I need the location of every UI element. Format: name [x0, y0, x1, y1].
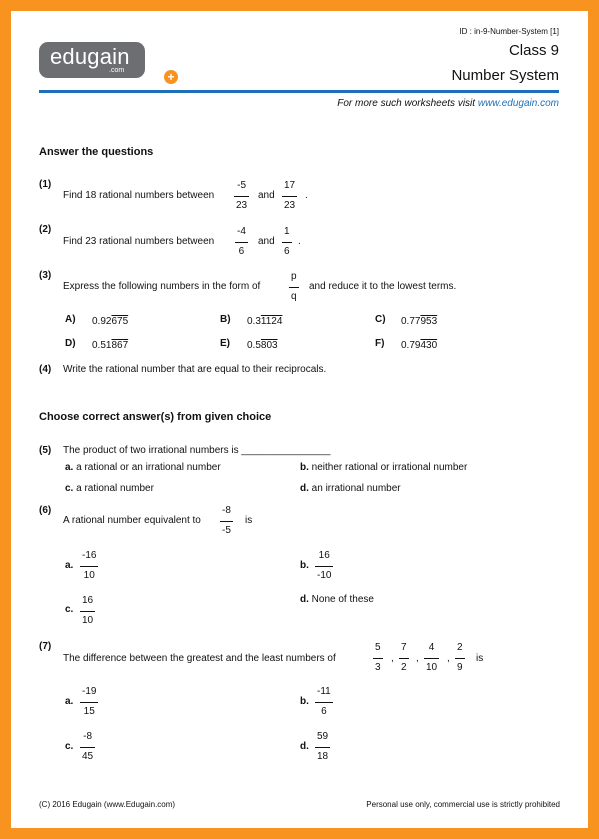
plus-icon: +: [164, 70, 178, 84]
option-value: 0.5803: [247, 340, 278, 351]
period: .: [298, 236, 301, 247]
option-value: 0.92675: [92, 316, 129, 327]
question-number: (6): [39, 505, 52, 516]
option-label: B): [220, 314, 231, 325]
choice-c-fraction[interactable]: -8 45: [82, 731, 94, 762]
choice-d[interactable]: d. an irrational number: [300, 483, 401, 494]
choice-b-label[interactable]: b.: [300, 560, 309, 571]
option-label: F): [375, 338, 385, 349]
section-title-answer: Answer the questions: [39, 146, 154, 158]
footer-copyright: (C) 2016 Edugain (www.Edugain.com): [39, 800, 176, 809]
question-text: The difference between the greatest and the least numbers of: [63, 653, 336, 664]
worksheet-page: [11, 11, 588, 828]
option-label: D): [65, 338, 76, 349]
question-number: (7): [39, 641, 52, 652]
choice-c-fraction[interactable]: 16 10: [82, 595, 94, 626]
question-number: (4): [39, 364, 52, 375]
and-text: and: [258, 236, 275, 247]
edugain-logo[interactable]: [39, 42, 175, 84]
choice-a-label[interactable]: a.: [65, 696, 74, 707]
choice-b-fraction[interactable]: -11 6: [317, 686, 331, 717]
fraction: p q: [291, 271, 297, 302]
section-title-choose: Choose correct answer(s) from given choice: [39, 411, 272, 423]
choice-a-fraction[interactable]: -16 10: [82, 550, 97, 581]
comma: ,: [416, 653, 419, 664]
fraction: 2 9: [457, 642, 463, 673]
choice-b-fraction[interactable]: 16 -10: [317, 550, 332, 581]
fraction: 17 23: [284, 180, 296, 211]
choice-a[interactable]: a. a rational or an irrational number: [65, 462, 221, 473]
question-text: The product of two irrational numbers is ________________: [63, 445, 331, 456]
footer-notice: Personal use only, commercial use is strictly prohibited: [366, 800, 560, 809]
choice-a-fraction[interactable]: -19 15: [82, 686, 97, 717]
choice-d-fraction[interactable]: 59 18: [317, 731, 329, 762]
logo-text: edugain: [50, 44, 130, 69]
option-value: 0.77953: [401, 316, 438, 327]
fraction: -5 23: [236, 180, 248, 211]
worksheet-id: ID : in-9-Number-System [1]: [459, 27, 559, 36]
question-text: Find 23 rational numbers between: [63, 236, 215, 247]
fraction: -4 6: [237, 226, 246, 257]
choice-c[interactable]: c. a rational number: [65, 483, 154, 494]
visit-line: [337, 98, 559, 109]
fraction: 4 10: [426, 642, 438, 673]
question-text: Express the following numbers in the form of: [63, 281, 261, 292]
option-label: A): [65, 314, 76, 325]
choice-a-label[interactable]: a.: [65, 560, 74, 571]
question-text-2: and reduce it to the lowest terms.: [309, 281, 457, 292]
question-number: (5): [39, 445, 52, 456]
option-value: 0.79430: [401, 340, 438, 351]
and-text: and: [258, 190, 275, 201]
logo-sub: .com: [109, 67, 125, 74]
choice-b[interactable]: b. neither rational or irrational number: [300, 462, 468, 473]
period: .: [305, 190, 308, 201]
choice-d[interactable]: d. None of these: [300, 594, 374, 605]
option-label: E): [220, 338, 230, 349]
comma: ,: [447, 653, 450, 664]
header-rule: [39, 90, 559, 93]
choice-c-label[interactable]: c.: [65, 604, 74, 615]
fraction: 1 6: [284, 226, 290, 257]
choice-d-label[interactable]: d.: [300, 741, 309, 752]
option-label: C): [375, 314, 386, 325]
option-value: 0.51867: [92, 340, 129, 351]
fraction: -8 -5: [222, 505, 231, 536]
question-number: (2): [39, 224, 52, 235]
question-text-2: is: [245, 515, 253, 526]
question-text: Find 18 rational numbers between: [63, 190, 215, 201]
question-number: (1): [39, 179, 52, 190]
choice-b-label[interactable]: b.: [300, 696, 309, 707]
question-text-2: is: [476, 653, 484, 664]
choice-c-label[interactable]: c.: [65, 741, 74, 752]
comma: ,: [391, 653, 394, 664]
question-number: (3): [39, 270, 52, 281]
question-text: Write the rational number that are equal to their reciprocals.: [63, 364, 327, 375]
question-text: A rational number equivalent to: [63, 515, 201, 526]
visit-text: For more such worksheets visit: [337, 98, 476, 109]
class-title: Class 9: [508, 42, 559, 59]
fraction: 7 2: [401, 642, 407, 673]
option-value: 0.31124: [247, 316, 283, 327]
visit-link[interactable]: www.edugain.com: [477, 98, 559, 109]
fraction: 5 3: [375, 642, 381, 673]
subject-title: Number System: [451, 67, 559, 84]
